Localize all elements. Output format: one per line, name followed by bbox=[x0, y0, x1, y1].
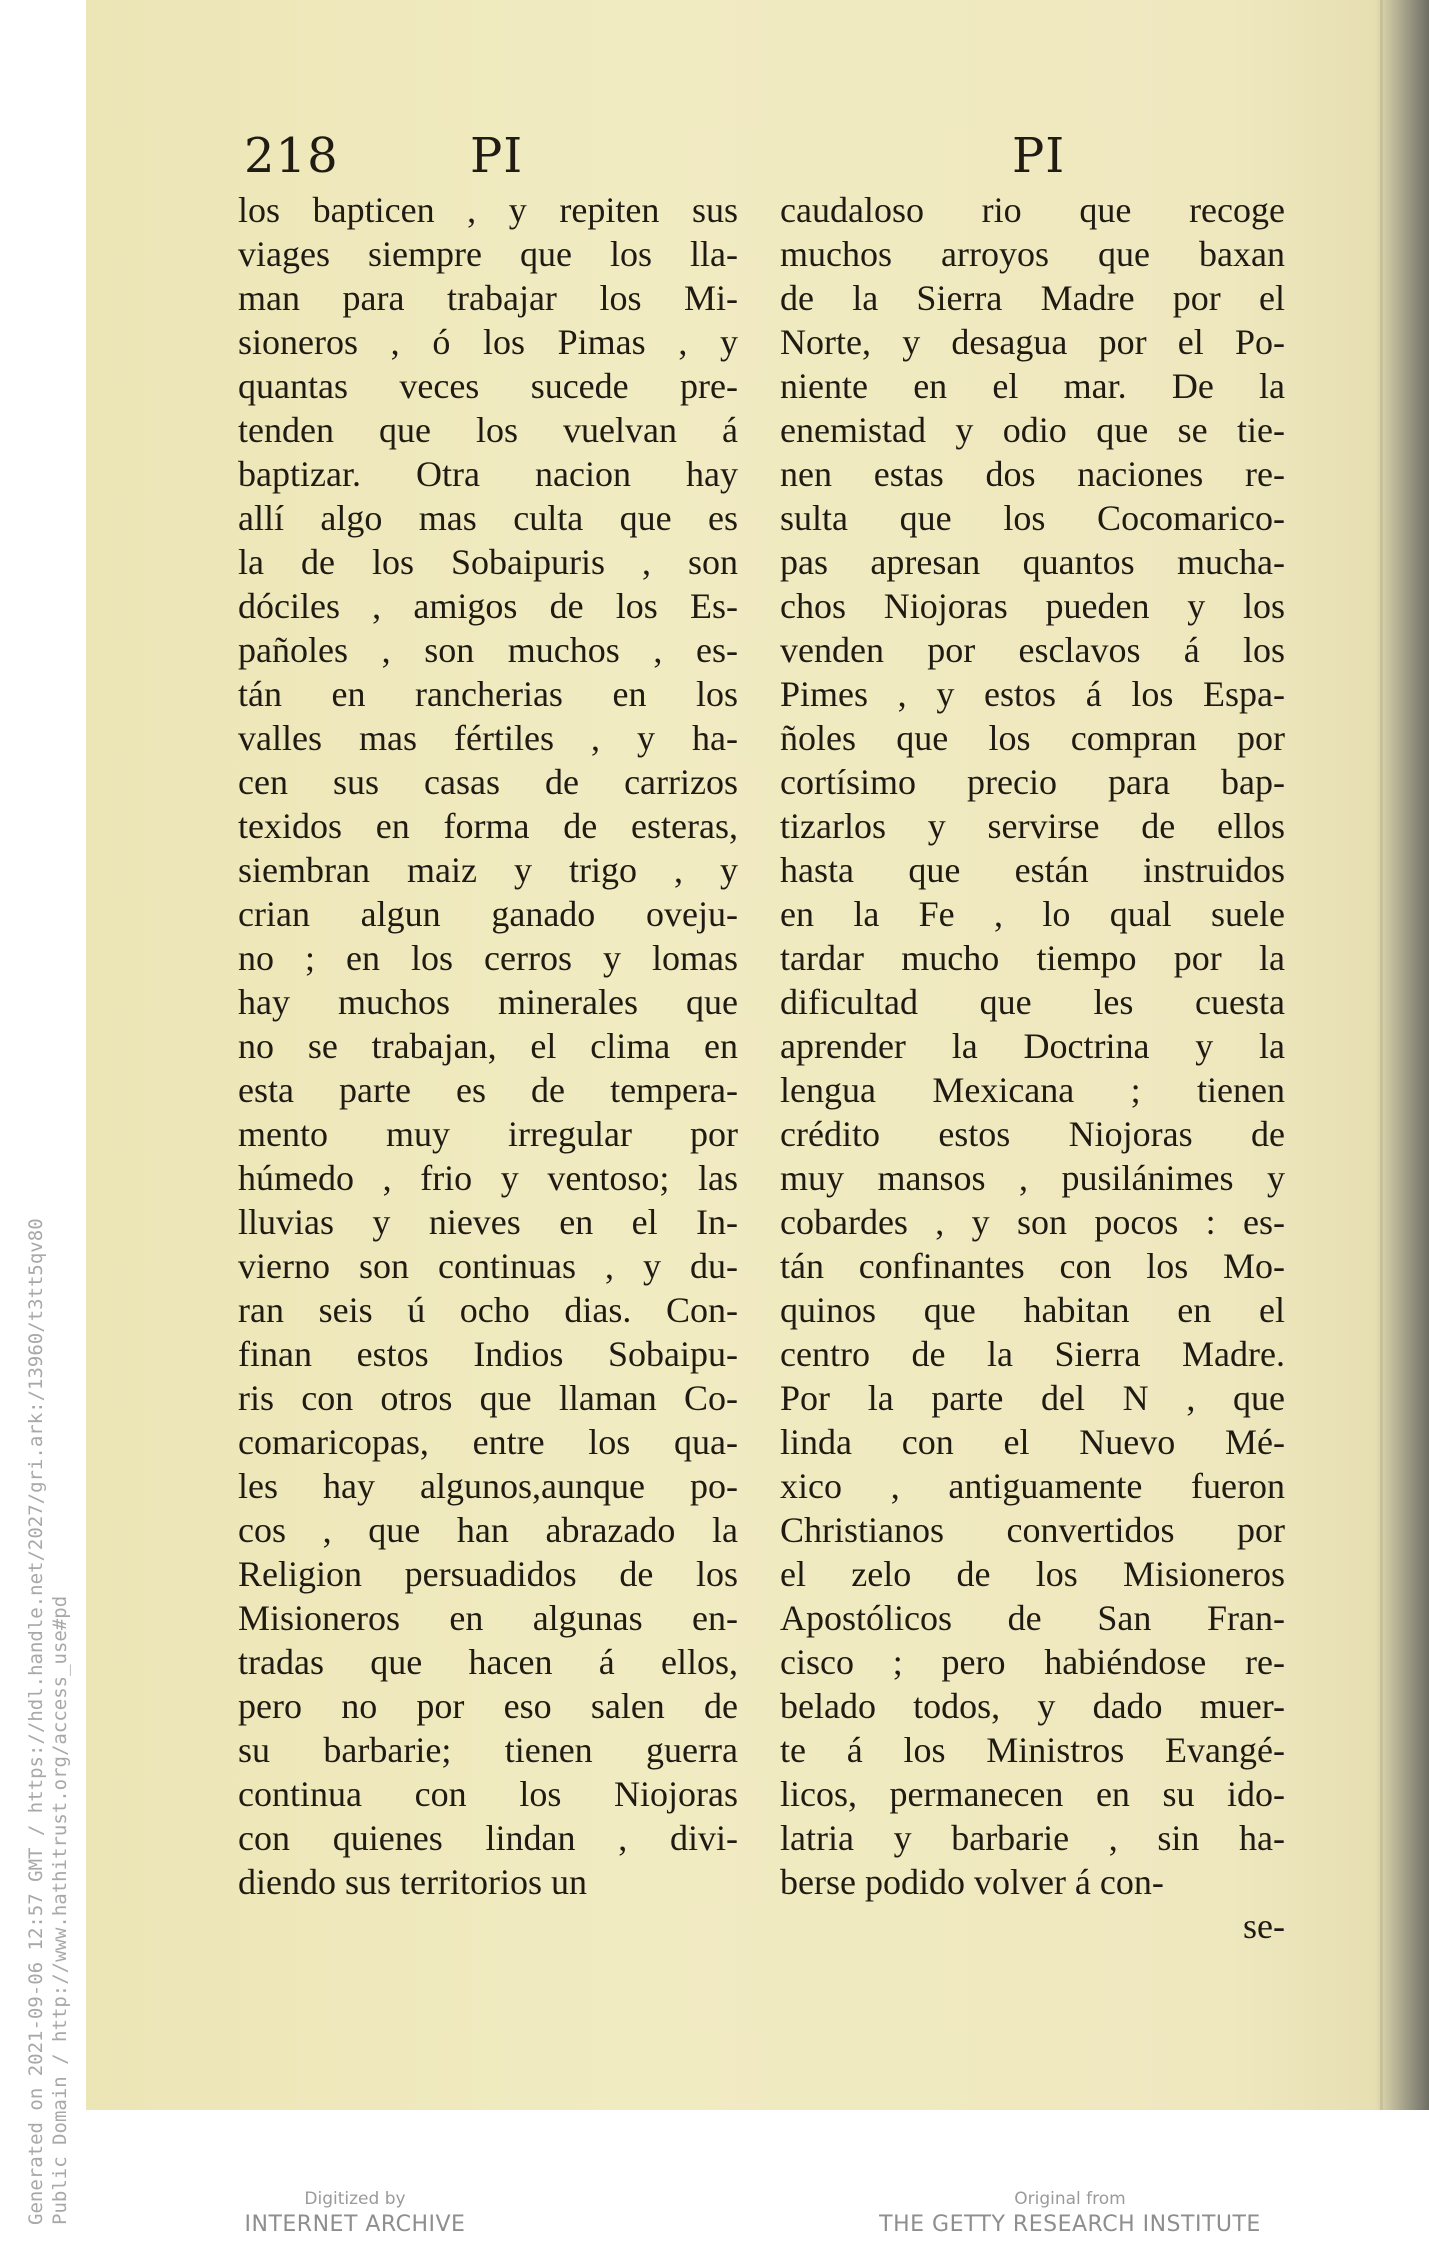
text-line: con quienes lindan , divi- bbox=[238, 1818, 738, 1858]
right-text-column bbox=[780, 188, 1285, 1948]
text-line: cortísimo precio para bap- bbox=[780, 762, 1285, 802]
text-line: Religion persuadidos de los bbox=[238, 1554, 738, 1594]
text-line: tenden que los vuelvan á bbox=[238, 410, 738, 450]
text-line: hay muchos minerales que bbox=[238, 982, 738, 1022]
text-line: viages siempre que los lla- bbox=[238, 234, 738, 274]
text-line: muy mansos , pusilánimes y bbox=[780, 1158, 1285, 1198]
text-line: berse podido volver á con- bbox=[780, 1862, 1164, 1902]
text-line: no ; en los cerros y lomas bbox=[238, 938, 738, 978]
text-line: cos , que han abrazado la bbox=[238, 1510, 738, 1550]
text-line: dóciles , amigos de los Es- bbox=[238, 586, 738, 626]
text-line: caudaloso rio que recoge bbox=[780, 190, 1285, 230]
text-line: sulta que los Cocomarico- bbox=[780, 498, 1285, 538]
text-line: mento muy irregular por bbox=[238, 1114, 738, 1154]
text-line: licos, permanecen en su ido- bbox=[780, 1774, 1285, 1814]
text-line: niente en el mar. De la bbox=[780, 366, 1285, 406]
text-line: valles mas fértiles , y ha- bbox=[238, 718, 738, 758]
page-number: 218 bbox=[244, 128, 339, 184]
text-line: pas apresan quantos mucha- bbox=[780, 542, 1285, 582]
text-line: man para trabajar los Mi- bbox=[238, 278, 738, 318]
text-line: quantas veces sucede pre- bbox=[238, 366, 738, 406]
text-line: Por la parte del N , que bbox=[780, 1378, 1285, 1418]
text-line: ñoles que los compran por bbox=[780, 718, 1285, 758]
text-line: enemistad y odio que se tie- bbox=[780, 410, 1285, 450]
text-line: belado todos, y dado muer- bbox=[780, 1686, 1285, 1726]
footer-source: INTERNET ARCHIVE bbox=[244, 2212, 466, 2237]
text-line: finan estos Indios Sobaipu- bbox=[238, 1334, 738, 1374]
text-line: los bapticen , y repiten sus bbox=[238, 190, 738, 230]
catchword: se- bbox=[1243, 1906, 1285, 1946]
footer-digitized-by bbox=[230, 2188, 480, 2240]
text-line: comaricopas, entre los qua- bbox=[238, 1422, 738, 1462]
text-line: aprender la Doctrina y la bbox=[780, 1026, 1285, 1066]
text-line: linda con el Nuevo Mé- bbox=[780, 1422, 1285, 1462]
text-line: tizarlos y servirse de ellos bbox=[780, 806, 1285, 846]
text-line: el zelo de los Misioneros bbox=[780, 1554, 1285, 1594]
text-line: diendo sus territorios un bbox=[238, 1862, 587, 1902]
watermark-line: Generated on 2021-09-06 12:57 GMT / https://hdl.handle.net/2027/gri.ark:/13960/t3tt5qv80 bbox=[25, 1218, 47, 2225]
text-line: hasta que están instruidos bbox=[780, 850, 1285, 890]
text-line: pero no por eso salen de bbox=[238, 1686, 738, 1726]
text-line: la de los Sobaipuris , son bbox=[238, 542, 738, 582]
text-line: no se trabajan, el clima en bbox=[238, 1026, 738, 1066]
page-edge bbox=[1380, 0, 1383, 2110]
text-line: pañoles , son muchos , es- bbox=[238, 630, 738, 670]
text-line: vierno son continuas , y du- bbox=[238, 1246, 738, 1286]
text-line: continua con los Niojoras bbox=[238, 1774, 738, 1814]
text-line: tradas que hacen á ellos, bbox=[238, 1642, 738, 1682]
text-line: chos Niojoras pueden y los bbox=[780, 586, 1285, 626]
text-line: en la Fe , lo qual suele bbox=[780, 894, 1285, 934]
text-line: cobardes , y son pocos : es- bbox=[780, 1202, 1285, 1242]
footer-label: Digitized by bbox=[304, 2189, 406, 2209]
text-line: lluvias y nieves en el In- bbox=[238, 1202, 738, 1242]
text-line: tán en rancherias en los bbox=[238, 674, 738, 714]
watermark-line: Public Domain / http://www.hathitrust.org/access_use#pd bbox=[49, 1595, 71, 2225]
text-line: muchos arroyos que baxan bbox=[780, 234, 1285, 274]
text-line: baptizar. Otra nacion hay bbox=[238, 454, 738, 494]
text-line: crédito estos Niojoras de bbox=[780, 1114, 1285, 1154]
text-line: venden por esclavos á los bbox=[780, 630, 1285, 670]
running-head-right: PI bbox=[1012, 128, 1066, 184]
text-line: cen sus casas de carrizos bbox=[238, 762, 738, 802]
left-text-column bbox=[238, 188, 738, 1904]
text-line: Christianos convertidos por bbox=[780, 1510, 1285, 1550]
text-line: siembran maiz y trigo , y bbox=[238, 850, 738, 890]
running-head-left: PI bbox=[470, 128, 524, 184]
text-line: esta parte es de tempera- bbox=[238, 1070, 738, 1110]
footer-original-from bbox=[860, 2188, 1280, 2240]
footer-label: Original from bbox=[1014, 2189, 1126, 2209]
text-line: sioneros , ó los Pimas , y bbox=[238, 322, 738, 362]
text-line: quinos que habitan en el bbox=[780, 1290, 1285, 1330]
text-line: les hay algunos,aunque po- bbox=[238, 1466, 738, 1506]
text-line: allí algo mas culta que es bbox=[238, 498, 738, 538]
text-line: tardar mucho tiempo por la bbox=[780, 938, 1285, 978]
text-line: latria y barbarie , sin ha- bbox=[780, 1818, 1285, 1858]
text-line: de la Sierra Madre por el bbox=[780, 278, 1285, 318]
text-line: Apostólicos de San Fran- bbox=[780, 1598, 1285, 1638]
text-line: texidos en forma de esteras, bbox=[238, 806, 738, 846]
text-line: nen estas dos naciones re- bbox=[780, 454, 1285, 494]
text-line: Misioneros en algunas en- bbox=[238, 1598, 738, 1638]
text-line: centro de la Sierra Madre. bbox=[780, 1334, 1285, 1374]
text-line: ris con otros que llaman Co- bbox=[238, 1378, 738, 1418]
text-line: cisco ; pero habiéndose re- bbox=[780, 1642, 1285, 1682]
hathitrust-watermark bbox=[24, 1085, 72, 2225]
text-line: tán confinantes con los Mo- bbox=[780, 1246, 1285, 1286]
text-line: su barbarie; tienen guerra bbox=[238, 1730, 738, 1770]
text-line: dificultad que les cuesta bbox=[780, 982, 1285, 1022]
footer-source: THE GETTY RESEARCH INSTITUTE bbox=[879, 2212, 1261, 2237]
text-line: lengua Mexicana ; tienen bbox=[780, 1070, 1285, 1110]
text-line: xico , antiguamente fueron bbox=[780, 1466, 1285, 1506]
text-line: Norte, y desagua por el Po- bbox=[780, 322, 1285, 362]
text-line: húmedo , frio y ventoso; las bbox=[238, 1158, 738, 1198]
text-line: ran seis ú ocho dias. Con- bbox=[238, 1290, 738, 1330]
text-line: Pimes , y estos á los Espa- bbox=[780, 674, 1285, 714]
text-line: crian algun ganado oveju- bbox=[238, 894, 738, 934]
text-line: te á los Ministros Evangé- bbox=[780, 1730, 1285, 1770]
